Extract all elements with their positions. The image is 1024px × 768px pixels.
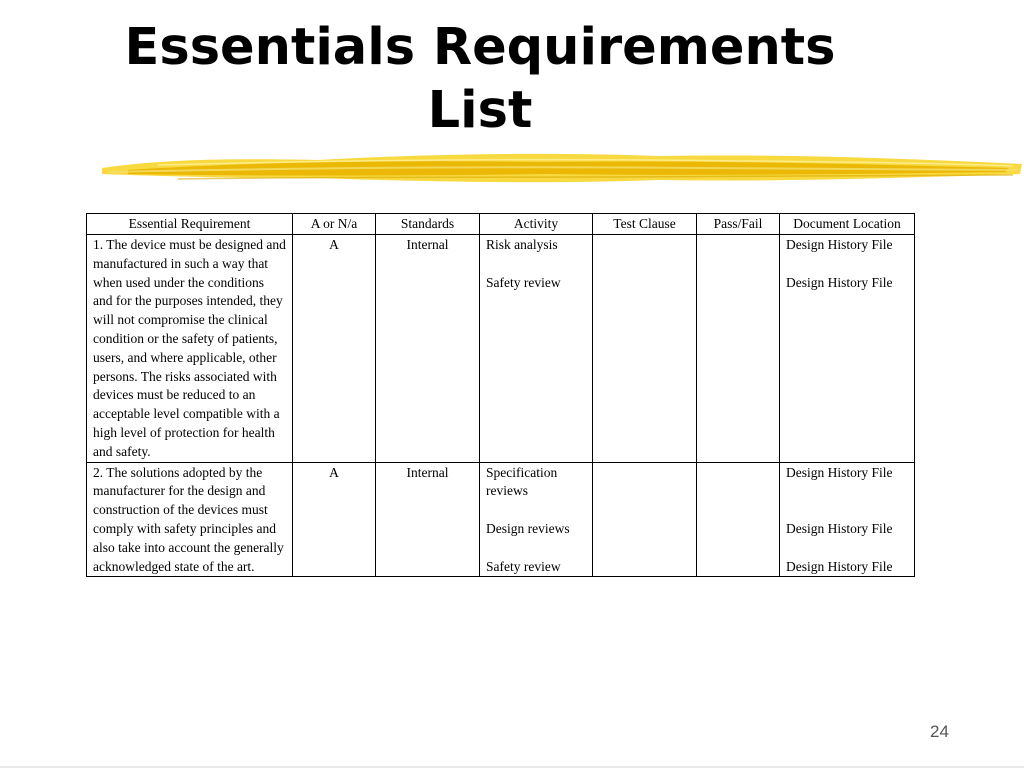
table-row (87, 462, 915, 577)
page-number: 24 (930, 722, 949, 741)
document-location-item: Design History File (786, 558, 893, 574)
activity-cell (480, 462, 593, 577)
header-standards: Standards (376, 214, 480, 235)
header-pass-fail: Pass/Fail (697, 214, 780, 235)
requirement-cell: 1. The device must be designed and manufactured in such a way that when used under the conditions and for the purposes intended, they will not compromise the clinical condition or the safety of patients, users, and where applicable, other persons. The risks associated with devices must be reduced to an acceptable level compatible with a high level of protection for health and safety. (87, 235, 293, 463)
header-document-location: Document Location (780, 214, 915, 235)
header-test-clause: Test Clause (593, 214, 697, 235)
applicability-cell: A (293, 462, 376, 577)
document-location-spacer (786, 501, 908, 520)
header-applicability: A or N/a (293, 214, 376, 235)
slide-title-line-2: List (427, 81, 533, 140)
standards-cell: Internal (376, 235, 480, 463)
document-location-cell (780, 235, 915, 463)
pass-fail-cell (697, 235, 780, 463)
document-location-spacer (786, 539, 908, 558)
document-location-item: Design History File (786, 274, 893, 290)
document-location-spacer (786, 255, 908, 274)
activity-item: Risk analysis (486, 237, 558, 252)
applicability-cell: A (293, 235, 376, 463)
test-clause-cell (593, 462, 697, 577)
activity-spacer (486, 255, 586, 274)
standards-cell: Internal (376, 462, 480, 577)
activity-item: Specification reviews (486, 464, 561, 499)
slide-title (40, 16, 920, 142)
document-location-item: Design History File (786, 464, 893, 480)
document-location-spacer (786, 482, 908, 501)
document-location-item: Design History File (786, 237, 893, 252)
header-activity: Activity (480, 214, 593, 235)
pass-fail-cell (697, 462, 780, 577)
activity-item: Safety review (486, 558, 561, 574)
activity-cell (480, 235, 593, 463)
activity-item: Design reviews (486, 520, 570, 536)
brush-stroke-underline (98, 148, 1024, 190)
table-row (87, 235, 915, 463)
test-clause-cell (593, 235, 697, 463)
activity-item: Safety review (486, 274, 561, 290)
slide-title-line-1: Essentials Requirements (124, 18, 836, 77)
table-header-row (87, 214, 915, 235)
document-location-item: Design History File (786, 520, 893, 536)
requirement-cell: 2. The solutions adopted by the manufacturer for the design and construction of the devices must comply with safety principles and also take into account the generally acknowledged state of the art. (87, 462, 293, 577)
header-essential-requirement: Essential Requirement (87, 214, 293, 235)
document-location-cell (780, 462, 915, 577)
activity-spacer (486, 539, 586, 558)
essential-requirements-table (86, 213, 915, 577)
activity-spacer (486, 501, 586, 520)
